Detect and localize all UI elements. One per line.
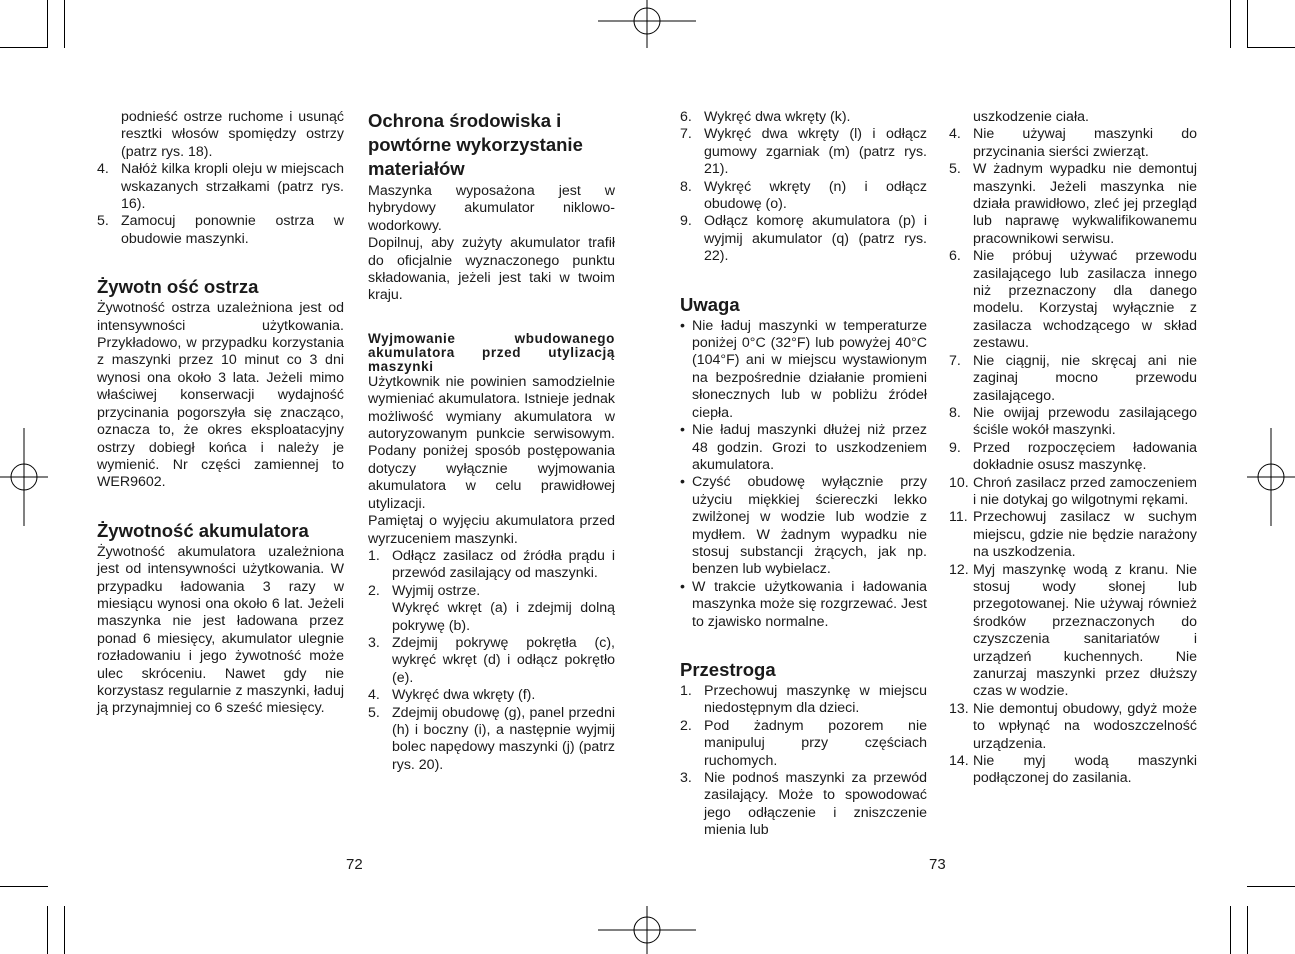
- column-2: [368, 109, 615, 774]
- crop-mark: [47, 0, 48, 48]
- battery-type-text: Maszynka wyposażona jest w hybrydowy akumulator niklowo-wodorkowy.: [368, 183, 615, 234]
- list-item: 12. Myj maszynkę wodą z kranu. Nie stosuj wody słonej lub przegotowanej. Nie używaj również środków przeznaczonych do czyszczenia sanitariatów i urządzeń kuchennych. Nie zanurzaj maszynki przez dłuższy czas w wodzie.: [949, 561, 1197, 700]
- crop-mark: [1230, 906, 1231, 954]
- registration-mark-top: [598, 0, 696, 48]
- list-item: 2. Wyjmij ostrze. Wykręć wkręt (a) i zdejmij dolną pokrywę (b).: [368, 582, 615, 634]
- registration-mark-bottom: [598, 906, 696, 954]
- removal-steps-list-continued: [680, 109, 927, 266]
- list-item: 4. Nie używaj maszynki do przycinania sierści zwierząt.: [949, 126, 1197, 160]
- caution-list-continued: [949, 126, 1197, 787]
- battery-removal-reminder: Pamiętaj o wyjęciu akumulatora przed wyrzuceniem maszynki.: [368, 513, 615, 547]
- section-heading-environment: Ochrona środowiska i powtórne wykorzystanie materiałów: [368, 110, 583, 179]
- page-number-left: 72: [346, 856, 363, 873]
- battery-removal-intro: Użytkownik nie powinien samodzielnie wymieniać akumulatora. Istnieje jednak możliwość wymiany akumulatora w autoryzowanym punkcie serwisowym. Podany poniżej sposób postępowania dotyczy wyłącznie wyjmowania akumulatora w celu prawidłowej utylizacji.: [368, 373, 615, 512]
- list-item: 10. Chroń zasilacz przed zamoczeniem i nie dotykaj go wilgotnymi rękami.: [949, 474, 1197, 508]
- crop-mark: [1247, 886, 1295, 887]
- list-item: 2. Pod żadnym pozorem nie manipuluj przy częściach ruchomych.: [680, 717, 927, 769]
- list-item: 11. Przechowuj zasilacz w suchym miejscu, gdzie nie będzie narażony na uszkodzenia.: [949, 509, 1197, 561]
- crop-mark: [1230, 0, 1231, 48]
- list-item: 1. Odłącz zasilacz od źródła prądu i przewód zasilający od maszynki.: [368, 547, 615, 582]
- section-heading-uwaga: Uwaga: [680, 293, 740, 315]
- bullet-item: • W trakcie użytkowania i ładowania maszynka może się rozgrzewać. Jest to zjawisko normalne.: [680, 578, 927, 630]
- list-item: 9. Odłącz komorę akumulatora (p) i wyjmij akumulator (q) (patrz rys. 22).: [680, 213, 927, 265]
- section-heading-blade-life: Żywotn ość ostrza: [97, 276, 259, 298]
- crop-mark: [1247, 0, 1248, 48]
- list-item: 7. Nie ciągnij, nie skręcaj ani nie zaginaj mocno przewodu zasilającego.: [949, 352, 1197, 404]
- list-item: 6. Wykręć dwa wkręty (k).: [680, 109, 851, 125]
- crop-mark: [1247, 47, 1295, 48]
- list-item: 7. Wykręć dwa wkręty (l) i odłącz gumowy zgarniak (m) (patrz rys. 21).: [680, 126, 927, 178]
- bullet-item: • Nie ładuj maszynki w temperaturze poniżej 0°C (32°F) lub powyżej 40°C (104°F) ani w miejscu wystawionym na bezpośrednie działanie promieni słonecznych lub w pobliżu źródeł ciepła.: [680, 317, 927, 421]
- column-4: [949, 109, 1197, 788]
- list-item: 9. Przed rozpoczęciem ładowania dokładnie osusz maszynkę.: [949, 439, 1197, 474]
- crop-mark: [0, 47, 48, 48]
- list-item: 5. W żadnym wypadku nie demontuj maszynki. Jeżeli maszynka nie działa prawidłowo, zleć jej przegląd lub naprawę wykwalifikowanemu pracownikowi serwisu.: [949, 161, 1197, 247]
- list-item: 4. Wykręć dwa wkręty (f).: [368, 687, 536, 704]
- paragraph-continuation: uszkodzenie ciała.: [973, 109, 1089, 125]
- bullet-item: • Czyść obudowę wyłącznie przy użyciu miękkiej ściereczki lekko zwilżonej w wodzie lub wodzie z mydłem. W żadnym wypadku nie stosuj substancji żrących, jak np. benzen lub wybielacz.: [680, 474, 927, 578]
- crop-mark: [47, 906, 48, 954]
- subheading-battery-removal: Wyjmowanie wbudowanego akumulatora przed utylizacją maszynki: [368, 330, 615, 374]
- list-item: 8. Nie owijaj przewodu zasilającego ściśle wokół maszynki.: [949, 404, 1197, 439]
- registration-mark-right: [1247, 428, 1295, 526]
- uwaga-bullets: [680, 318, 927, 631]
- list-item: 5. Zdejmij obudowę (g), panel przedni (h) i boczny (i), a następnie wyjmij bolec napędowy maszynki (j) (patrz rys. 20).: [368, 704, 615, 773]
- disposal-text: Dopilnuj, aby zużyty akumulator trafił do oficjalnie wyznaczonego punktu składowania, jeżeli jest taki w twoim kraju.: [368, 235, 615, 304]
- battery-life-text: Żywotność akumulatora uzależniona jest od intensywności użytkowania. W przypadku ładowania 3 razy w miesiącu wynosi ona około 6 lat. Jeżeli maszynka nie jest ładowana przez ponad 6 miesięcy, akumulator ulegnie rozładowaniu i jego żywotność może ulec skróceniu. Nawet gdy nie korzystasz regularnie z maszynki, ładuj ją przynajmniej co 6 sześć miesięcy.: [97, 543, 344, 717]
- list-item: 4. Nałóż kilka kropli oleju w miejscach wskazanych strzałkami (patrz rys. 16).: [97, 161, 344, 213]
- registration-mark-left: [0, 428, 48, 526]
- crop-mark: [0, 886, 48, 887]
- column-3: [680, 109, 927, 840]
- maintenance-steps-list: [97, 161, 344, 248]
- list-item: 3. Nie podnoś maszynki za przewód zasilający. Może to spowodować jego odłączenie i zniszczenie mienia lub: [680, 770, 927, 839]
- section-heading-battery-life: Żywotność akumulatora: [97, 519, 309, 541]
- list-item: 1. Przechowuj maszynkę w miejscu niedostępnym dla dzieci.: [680, 682, 927, 717]
- crop-mark: [1247, 906, 1248, 954]
- page-number-right: 73: [929, 856, 946, 873]
- blade-life-text: Żywotność ostrza uzależniona jest od intensywności użytkowania. Przykładowo, w przypadku korzystania z maszynki przez 10 minut co 3 dni wynosi ona około 3 lata. Jeżeli mimo właściwej konserwacji wydajność przycinania pogorszyła się znacząco, oznacza to, że okres eksploatacyjny ostrzy dobiegł końca i należy je wymienić. Nr części zamiennej to WER9602.: [97, 300, 344, 491]
- crop-mark: [64, 906, 65, 954]
- crop-mark: [64, 0, 65, 48]
- caution-list: [680, 683, 927, 840]
- list-item: 5. Zamocuj ponownie ostrza w obudowie maszynki.: [97, 213, 344, 247]
- list-item: 3. Zdejmij pokrywę pokrętła (c), wykręć wkręt (d) i odłącz pokrętło (e).: [368, 634, 615, 686]
- list-item: 13. Nie demontuj obudowy, gdyż może to wpłynąć na wodoszczelność urządzenia.: [949, 700, 1197, 752]
- list-item: 6. Nie próbuj używać przewodu zasilającego lub zasilacza innego niż przeznaczony dla danego modelu. Korzystaj wyłącznie z zasilacza wchodzącego w skład zestawu.: [949, 248, 1197, 352]
- removal-steps-list: [368, 548, 615, 774]
- list-item: 14. Nie myj wodą maszynki podłączonej do zasilania.: [949, 753, 1197, 787]
- column-1: [97, 109, 344, 718]
- bullet-item: • Nie ładuj maszynki dłużej niż przez 48 godzin. Grozi to uszkodzeniem akumulatora.: [680, 422, 927, 473]
- paragraph-continuation: podnieść ostrze ruchome i usunąć resztki włosów spomiędzy ostrzy (patrz rys. 18).: [121, 109, 344, 160]
- section-heading-przestroga: Przestroga: [680, 658, 776, 680]
- list-item: 8. Wykręć wkręty (n) i odłącz obudowę (o).: [680, 178, 927, 213]
